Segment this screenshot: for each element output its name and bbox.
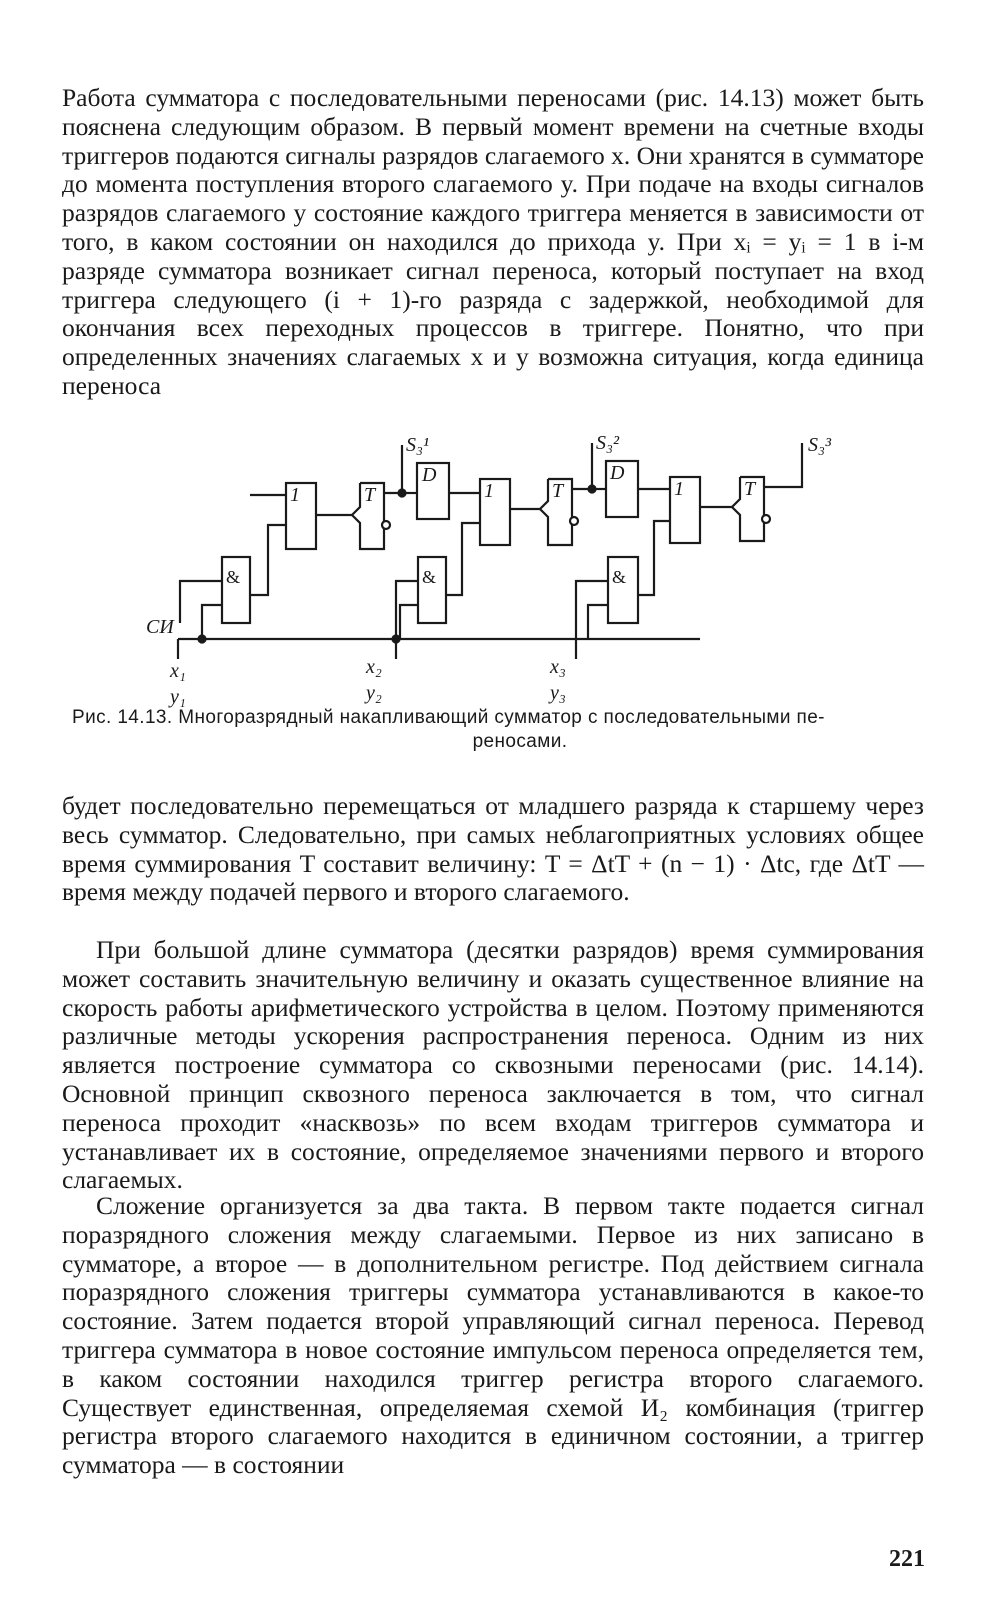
caption-line-1: Рис. 14.13. Многоразрядный накапливающий сумматор с последовательными пе- <box>72 707 825 728</box>
label-x3: x₃ <box>550 656 566 678</box>
label-s3-2: S₃² <box>596 432 619 454</box>
label-and-1: & <box>226 567 241 587</box>
label-or-3: 1 <box>674 478 684 500</box>
label-si: СИ <box>146 616 174 638</box>
label-t-3: T <box>744 478 756 500</box>
paragraph-3: При большой длине сумматора (десятки разрядов) время суммирования может составить значительную величину и оказать существенное влияние на скорость работы арифметического устройства в целом. Поэтому применяются различные методы ускорения распространения переноса. Одним из них является построение сумматора со сквозными переносами (рис. 14.14). Основной принцип сквозного переноса заключается в том, что сигнал переноса проходит «насквозь» по всем входам триггеров сумматора и устанавливает их в состояние, определяемое значениями первого и второго слагаемых. <box>62 935 924 1195</box>
label-y2: y₂ <box>366 682 382 704</box>
figure-adder-circuit <box>140 415 860 715</box>
label-y1: y₁ <box>170 686 186 708</box>
paragraph-2: будет последовательно перемещаться от младшего разряда к старшему через весь сумматор. Следовательно, при самых неблагоприятных условиях общее время суммирования T составит величину: T = ΔtT + (n − 1) · Δtс, где ΔtT — время между подачей первого и второго слагаемого. <box>62 791 924 907</box>
stage-1 <box>180 445 449 639</box>
figure-caption <box>72 706 928 754</box>
label-t-2: T <box>552 480 564 502</box>
label-y3: y₃ <box>550 682 566 704</box>
label-and-3: & <box>612 567 627 587</box>
label-t-1: T <box>364 484 376 506</box>
label-x1: x₁ <box>170 660 186 682</box>
paragraph-4: Сложение организуется за два такта. В первом такте подается сигнал поразрядного сложения между слагаемыми. Первое из них записано в сумматоре, а второе — в дополнительном регистре. Под действием сигнала поразрядного сложения триггеры сумматора устанавливаются в какое-то состояние. Затем подается второй управляющий сигнал переноса. Перевод триггера сумматора в новое состояние импульсом переноса определяется тем, в каком состоянии находился триггер регистра второго слагаемого. Существует единственная, определяемая схемой И₂ комбинация (триггер регистра второго слагаемого находится в единичном состоянии, а триггер сумматора — в состоянии <box>62 1191 924 1480</box>
label-or-2: 1 <box>484 480 494 502</box>
page-number: 221 <box>889 1546 925 1572</box>
label-and-2: & <box>422 567 437 587</box>
label-d-1: D <box>422 464 437 486</box>
circuit-diagram <box>140 415 860 715</box>
paragraph-1: Работа сумматора с последовательными переносами (рис. 14.13) может быть пояснена следующим образом. В первый момент времени на счетные входы триггеров подаются сигналы разрядов слагаемого x. Они хранятся в сумматоре до момента поступления второго слагаемого y. При подаче на входы сигналов разрядов слагаемого y состояние каждого триггера меняется в зависимости от того, в каком состоянии он находился до прихода y. При xᵢ = yᵢ = 1 в i-м разряде сумматора возникает сигнал переноса, который поступает на вход триггера следующего (i + 1)-го разряда с задержкой, необходимой для окончания всех переходных процессов в триггере. Понятно, что при определенных значениях слагаемых x и y возможна ситуация, когда единица переноса <box>62 83 924 400</box>
label-d-2: D <box>610 462 625 484</box>
label-or-1: 1 <box>290 484 300 506</box>
label-x2: x₂ <box>366 656 382 678</box>
label-s3-1: S₃¹ <box>406 434 429 456</box>
label-s3-3: S₃³ <box>808 434 831 456</box>
caption-line-2: реносами. <box>472 731 568 752</box>
